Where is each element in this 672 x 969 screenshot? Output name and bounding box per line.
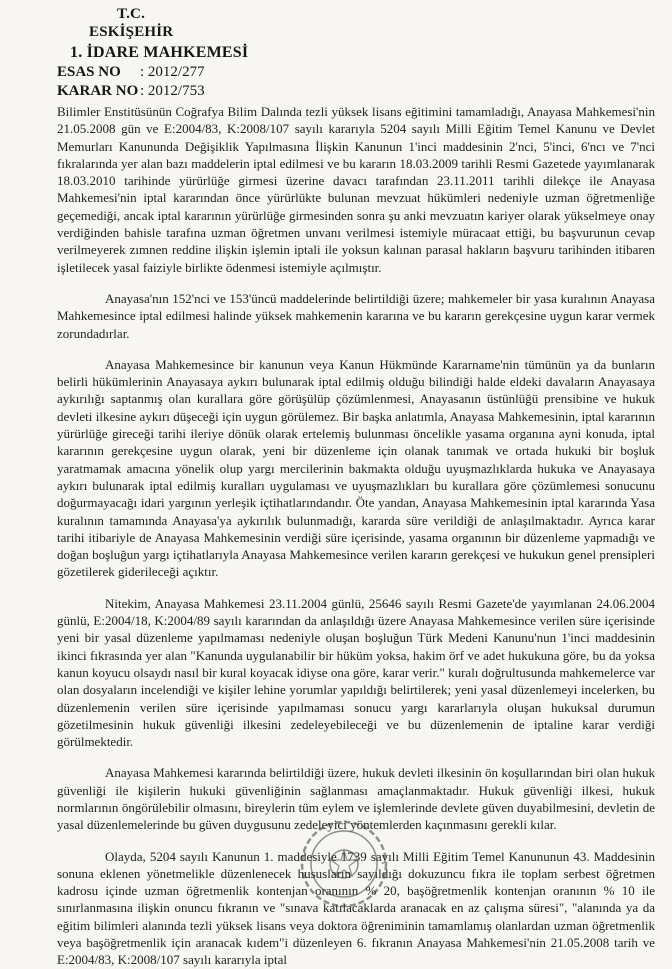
paragraph-3: Anayasa Mahkemesince bir kanunun veya Kanun Hükmünde Kararname'nin tümünün ya da bunların belirli hükümlerinin Anayasaya aykırı bulunarak iptal edilmiş olduğu bilindiği halde eldeki davaların Anayasaya aykırılığı saptanmış olan kurallara göre görüşülüp çözümlenmesi, Anayasanın üstünlüğü prensibine ve hukuk devleti ilkesine aykırı düşeceği için uygun görülemez. Bir başka anlatımla, Anayasa Mahkemesinin, iptal kararının yürürlüğe gireceği tarihi ileriye dönük olarak ertelemiş bulunması öncelikle yasama organına ayni konuda, iptal kararının gerekçesine uygun olarak, yeni bir düzenleme için olanak tanımak ve ortada hukuki bir boşluk yaratmamak amacına yönelik olup yargı mercilerinin bakmakta olduğu uyuşmazlıklarda hukuka ve Anayasaya aykırı bulunarak iptal edilmiş kuralları uygulaması ve uyuşmazlıkları bu kurallara göre çözümlemesi sonucunu doğurmayacağı idari yargının yerleşik içtihatlarındandır. Öte yandan, Anayasa Mahkemesinin iptal kararında Yasa kuralının tamamında Anayasa'ya aykırılık bulunmadığı, kararda süre verildiği de anlaşılmaktadır. Ayrıca karar tarihi itibariyle de Anayasa Mahkemesinin verdiği süre içerisinde, yasama organının bir düzenleme yapmadığı ve doğan boşluğun yargı içtihatlarıyla Anayasa Mahkemesince verilen kararın gerekçesi ve hukukun genel prensipleri gözetilerek giderileceği açıktır. xyxy=(57,356,655,580)
header-tc: T.C. xyxy=(117,6,146,22)
paragraph-5: Anayasa Mahkemesi kararında belirtildiği üzere, hukuk devleti ilkesinin ön koşullarından biri olan hukuk güvenliği ile kişilerin hukuki güvenliğinin sağlanması amaçlanmaktadır. Hukuk güvenliği ilkesi, hukuk normlarının öngörülebilir olmasını, bireylerin tüm eylem ve işlemlerinde devlete güven duyabilmesini, devletin de yasal düzenlemelerinde bu güven duygusunu zedeleyici yöntemlerden kaçınmasını gerekli kılar. xyxy=(57,765,655,833)
paragraph-4: Nitekim, Anayasa Mahkemesi 23.11.2004 günlü, 25646 sayılı Resmi Gazete'de yayımlanan 24.06.2004 günlü, E:2004/18, K:2004/89 sayılı kararından da anlaşıldığı üzere Anayasa Mahkemesince verilen süre içerisinde yeni bir yasal düzenleme yapılmaması nedeniyle oluşan boşluğun Türk Medeni Kanunu'nun 1'inci maddesinin ikinci fıkrasında yer alan "Kanunda uygulanabilir bir hüküm yoksa, hakim örf ve adet hukukuna göre, bu da yoksa kanun koyucu olsaydı nasıl bir kural koyacak idiyse ona göre, karar verir." kuralı doğrultusunda mahkemelerce var olan dosyaların incelendiği ve kişiler lehine yorumlar yapıldığı belirtilerek; yeni yasal düzenlemeyi incelerken, bu düzenlemenin verilen süre içerisinde yapılmaması sonucu yargı kararlarıyla oluşan hukuksal durumun gözetilmesinin hukuk güvenliği ilkesini zedeleyebileceği ve bu düzenlemenin de iptaline karar verdiği görülmektedir. xyxy=(57,595,655,750)
header-city: ESKİŞEHİR xyxy=(89,24,174,40)
case-numbers xyxy=(57,63,205,101)
paragraph-6: Olayda, 5204 sayılı Kanunun 1. maddesiyle 1739 sayılı Milli Eğitim Temel Kanununun 43. Maddesinin sonuna eklenen yönetmelikle düzenlenecek hususların sayıldığı dokuzuncu fıkra ile toplam serbest öğretmen kadrosu içinde uzman öğretmenlik kontenjan oranının % 20, başöğretmenlik kontenjan oranının % 10 ile sınırlanmasına ilişkin onuncu fıkranın ve "sınava katılacaklarda aranacak en az çalışma süresi", "alanında ya da eğitim bilimleri alanında tezli yüksek lisans veya doktora öğreniminin tamamlamış olanlardan uzman öğretmenlik veya başöğretmenlik için aranacak kıdem"i düzenleyen 6. fıkranın Anayasa Mahkemesi'nin 21.05.2008 tarih ve E:2004/83, K:2008/107 sayılı kararıyla iptal xyxy=(57,848,655,968)
header-court: 1. İDARE MAHKEMESİ xyxy=(70,44,249,61)
esas-row xyxy=(57,63,205,82)
esas-label: ESAS NO xyxy=(57,64,121,80)
paragraph-2: Anayasa'nın 152'nci ve 153'üncü maddelerinde belirtildiği üzere; mahkemeler bir yasa kuralının Anayasa Mahkemesince iptal edilmesi halinde yüksek mahkemenin kararına ve bu kararın gerekçesine uygun karar vermek zorundadırlar. xyxy=(57,290,655,341)
esas-value: : 2012/277 xyxy=(140,64,205,80)
paragraph-1: Bilimler Enstitüsünün Coğrafya Bilim Dalında tezli yüksek lisans eğitimini tamamladığı, Anayasa Mahkemesi'nin 21.05.2008 gün ve E:2004/83, K:2008/107 sayılı kararıyla 5204 sayılı Milli Eğitim Temel Kanunu ve Devlet Memurları Kanununda Değişiklik Yapılmasına İlişkin Kanunun 1'inci maddesinin 2'nci, 5'inci, 6'ncı ve 7'nci fıkralarında yer alan bazı maddelerin iptal edilmesi ve bu kararın 18.03.2009 tarihli Resmi Gazetede yayımlanarak 18.03.2010 tarihinde yürürlüğe girmesi üzerine davacı tarafından 23.11.2011 tarihli dilekçe ile Anayasa Mahkemesi'nin iptal kararından önce yürürlükte bulunan mevzuat hükümleri nedeniyle uzman öğretmenliğe geçemediği, ancak iptal kararının yürürlüğe girmesinden sonra şu anki mevzuatın kariyer olarak yükselmeye onay verdiğinden bahisle tarafına uzman öğretmen unvanı verilmesi istemiyle müracaat ettiği, bu başvurunun cevap verilmeyerek zımnen reddine ilişkin işlemin iptali ile yoksun kalınan parasal hakların başvuru tarihinden itibaren işletilecek yasal faiziyle birlikte ödenmesi istemiyle açılmıştır. xyxy=(57,104,655,275)
karar-row xyxy=(57,82,205,101)
karar-value: : 2012/753 xyxy=(140,83,205,99)
karar-label: KARAR NO xyxy=(57,83,139,99)
official-seal-icon xyxy=(298,818,390,910)
